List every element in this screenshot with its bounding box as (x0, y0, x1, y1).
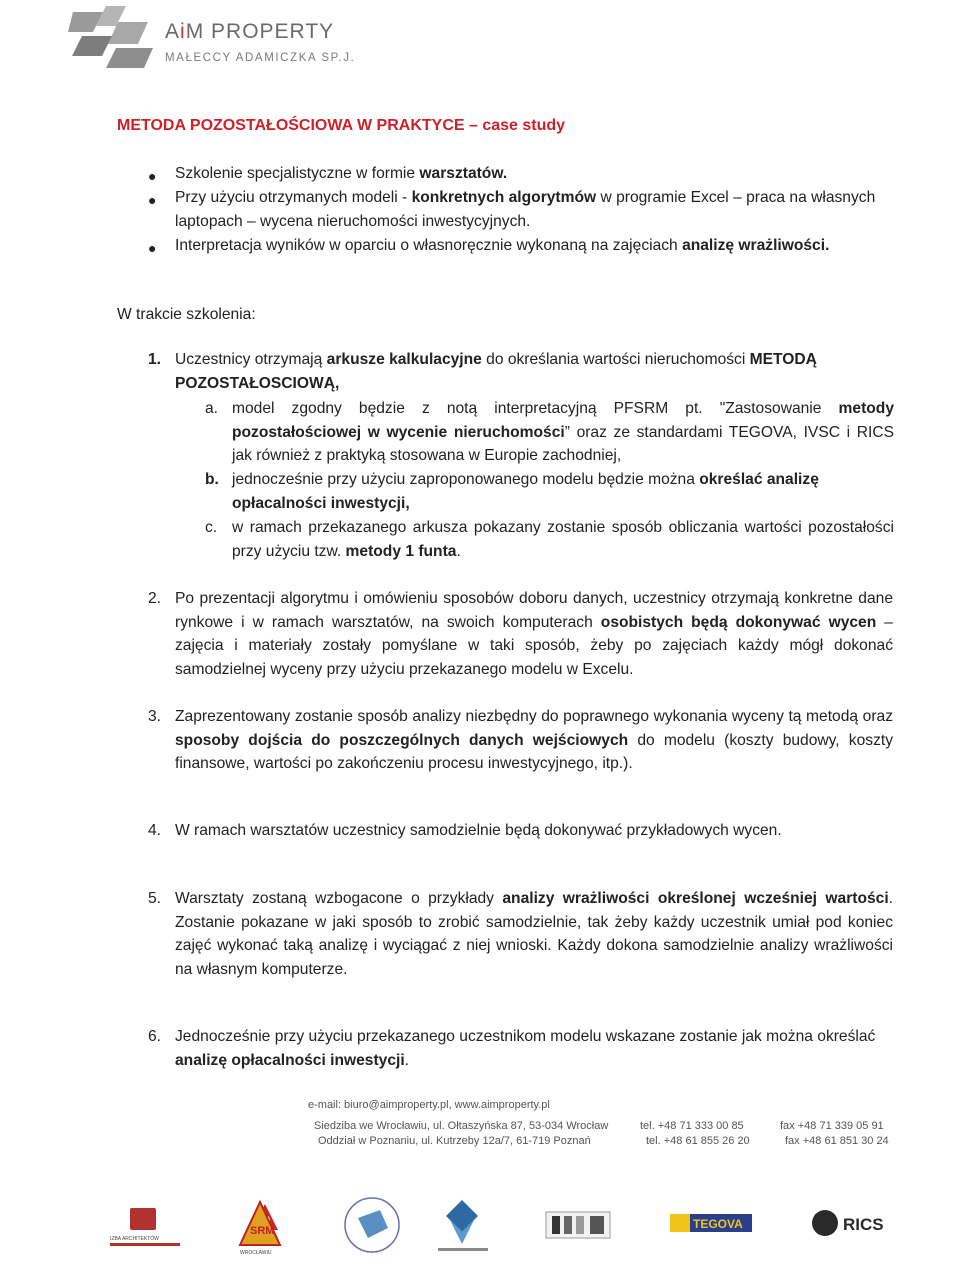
list-item: Po prezentacji algorytmu i omówieniu sposobów doboru danych, uczestnicy otrzymają konkretne dane rynkowe i w ramach warsztatów, na swoich komputerach osobistych będą dokonywać wycen – zajęcia i materiały zostały pomyślane w taki sposób, żeby po zajęciach każdy mógł dokonać samodzielnej wyceny przy użyciu przekazanego modelu w Excelu. (175, 590, 893, 678)
sublist-item: w ramach przekazanego arkusza pokazany zostanie sposób obliczania wartości pozostałości przy użyciu tzw. metody 1 funta. (232, 519, 894, 560)
izba-architektow-logo (110, 1208, 180, 1246)
list-number: 1. (148, 351, 162, 368)
book-logo (546, 1212, 610, 1238)
seal-logo (345, 1198, 399, 1252)
footer-phone: tel. +48 71 333 00 85 (640, 1120, 744, 1132)
footer-phone: tel. +48 61 855 26 20 (646, 1135, 750, 1147)
federation-logo (438, 1200, 488, 1251)
bullet-item: Interpretacja wyników w oparciu o własnoręcznie wykonaną na zajęciach analizę wrażliwości. (175, 237, 830, 254)
svg-text:TEGOVA: TEGOVA (693, 1217, 743, 1231)
svg-text:SRM: SRM (250, 1225, 275, 1237)
tegova-logo (670, 1214, 752, 1232)
footer-fax: fax +48 61 851 30 24 (785, 1135, 889, 1147)
footer-contact: e-mail: biuro@aimproperty.pl, www.aimproperty.pl (308, 1099, 550, 1111)
footer-address: Siedziba we Wrocławiu, ul. Ołtaszyńska 87, 53-034 Wrocław (314, 1120, 609, 1132)
list-item: W ramach warsztatów uczestnicy samodzielnie będą dokonywać przykładowych wycen. (175, 822, 782, 839)
partner-logos (100, 1190, 900, 1260)
sublist-letter: c. (205, 519, 218, 536)
svg-text:WROCŁAWIU: WROCŁAWIU (240, 1250, 272, 1256)
list-number: 4. (148, 822, 162, 839)
list-item: Warsztaty zostaną wzbogacone o przykłady analizy wrażliwości określonej wcześniej wartości. Zostanie pokazane w jaki sposób to zrobić samodzielnie, tak żeby każdy uczestnik umiał pod koniec zajęć wykonać taką analizę i wyciągać z niej wnioski. Każdy dokona samodzielnie analizy wrażliwości na własnym komputerze. (175, 890, 893, 978)
rics-logo (812, 1210, 884, 1236)
bullet-icon: ● (148, 168, 157, 184)
logo-title: AiM PROPERTY (165, 20, 335, 43)
footer-address: Oddział w Poznaniu, ul. Kutrzeby 12a/7, 61-719 Poznań (318, 1135, 591, 1147)
page-title: METODA POZOSTAŁOŚCIOWA W PRAKTYCE – case study (117, 117, 566, 134)
sublist-letter: a. (205, 400, 219, 417)
footer-fax: fax +48 71 339 05 91 (780, 1120, 884, 1132)
list-number: 2. (148, 590, 162, 607)
bullet-icon: ● (148, 192, 157, 208)
list-item: Uczestnicy otrzymają arkusze kalkulacyjne do określania wartości nieruchomości METODĄ POZOSTAŁOSCIOWĄ, (175, 351, 817, 392)
logo-subtitle: MAŁECCY ADAMICZKA SP.J. (165, 52, 356, 64)
list-number: 6. (148, 1028, 162, 1045)
sublist-item: jednocześnie przy użyciu zaproponowanego modelu będzie można określać analizę opłacalności inwestycji, (232, 471, 819, 512)
bullet-item: Przy użyciu otrzymanych modeli - konkretnych algorytmów w programie Excel – praca na własnych laptopach – wycena nieruchomości inwestycyjnych. (175, 189, 876, 230)
list-item: Jednocześnie przy użyciu przekazanego uczestnikom modelu wskazane zostanie jak można określać analizę opłacalności inwestycji. (175, 1028, 876, 1069)
bullet-icon: ● (148, 240, 157, 256)
sublist-letter: b. (205, 471, 219, 488)
logo-mark-icon (68, 4, 158, 70)
bullet-item: Szkolenie specjalistyczne w formie warsztatów. (175, 165, 508, 182)
sublist-item: model zgodny będzie z notą interpretacyjną PFSRM pt. "Zastosowanie metody pozostałościowej w wycenie nieruchomości” oraz ze standardami TEGOVA, IVSC i RICS jak również z praktyką stosowana w Europie zachodniej, (232, 400, 894, 464)
list-number: 5. (148, 890, 162, 907)
list-item: Zaprezentowany zostanie sposób analizy niezbędny do poprawnego wykonania wyceny tą metodą oraz sposoby dojścia do poszczególnych danych wejściowych do modelu (koszty budowy, koszty finansowe, wartości po zakończeniu procesu inwestycyjnego, itp.). (175, 708, 893, 772)
srm-logo (240, 1202, 280, 1256)
section-label: W trakcie szkolenia: (117, 306, 256, 323)
svg-text:RICS: RICS (843, 1215, 884, 1234)
izba-label: IZBA ARCHITEKTÓW (110, 1236, 159, 1242)
list-number: 3. (148, 708, 162, 725)
